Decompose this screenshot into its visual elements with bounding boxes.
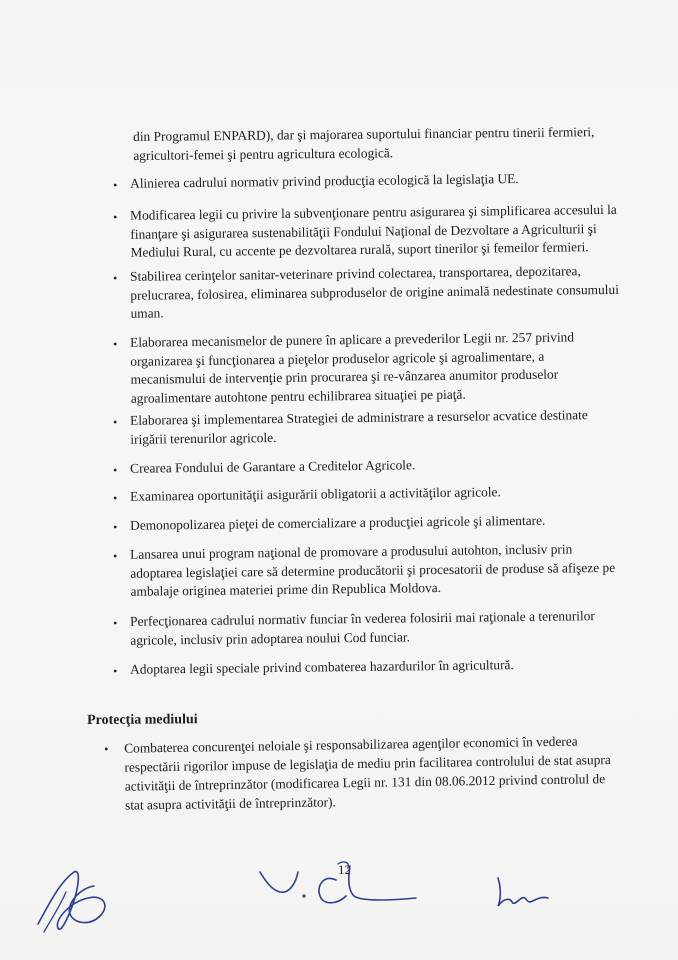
list-item-text: Demonopolizarea pieţei de comercializare a producţiei agricole şi alimentare. xyxy=(130,512,546,533)
continuation-paragraph: din Programul ENPARD), dar şi majorarea suportului financiar pentru tinerii fermieri, agricultori-femei şi pentru agricultura ecologică. xyxy=(133,124,595,163)
bullet-marker: • xyxy=(113,519,118,534)
bullet-marker: • xyxy=(113,663,118,678)
list-item xyxy=(113,607,623,650)
list-item xyxy=(113,655,623,680)
list-item xyxy=(113,169,623,194)
signature-right xyxy=(492,870,562,920)
list-item xyxy=(113,540,624,602)
list-item-text: Combaterea concurenţei neloiale şi responsabilizarea agenţilor economici în vederea respectării rigorilor impuse de legislaţia de mediu prin facilitarea controlului de stat asupra activităţii de întreprinzător (modificarea Legii nr. 131 din 08.06.2012 privind controlul de stat asupra activităţii de întreprinzător). xyxy=(124,733,611,813)
list-item xyxy=(113,406,623,449)
list-item-text: Perfecţionarea cadrului normativ funciar în vederea folosirii mai raţionale a terenurilor agricole, inclusiv prin adoptarea noului Cod funciar. xyxy=(130,608,595,648)
list-item xyxy=(113,454,623,479)
bullet-marker: • xyxy=(113,462,118,477)
list-item-text: Crearea Fondului de Garantare a Creditelor Agricole. xyxy=(130,457,416,476)
bullet-marker: • xyxy=(113,548,118,563)
list-item-text: Elaborarea şi implementarea Strategiei de administrare a resurselor acvatice destinate irigării terenurilor agricole. xyxy=(130,407,588,447)
page-number: 12 xyxy=(338,862,351,877)
list-item xyxy=(113,328,624,408)
list-item-text: Alinierea cadrului normativ privind producţia ecologică la legislaţia UE. xyxy=(130,171,519,191)
list-item xyxy=(104,731,625,815)
signature-left xyxy=(30,862,120,942)
list-item xyxy=(113,201,624,263)
list-item xyxy=(113,262,624,324)
bullet-marker: • xyxy=(113,177,118,192)
list-item-text: Adoptarea legii speciale privind combaterea hazardurilor în agricultură. xyxy=(130,657,514,677)
signatures-area xyxy=(0,850,678,950)
bullet-marker: • xyxy=(113,490,118,505)
list-item-text: Elaborarea mecanismelor de punere în aplicare a prevederilor Legii nr. 257 privind organizarea şi funcţionarea a pieţelor produselor agricole şi agroalimentare, a mecanismului de intervenţie prin procurarea şi re-vânzarea anumitor produselor agroalimentare autohtone pentru echilibrarea situaţiei pe piaţă. xyxy=(130,329,575,406)
list-item-text: Lansarea unui program naţional de promovare a produsului autohton, inclusiv prin adoptarea legislaţiei care să determine producătorii şi procesatorii de produse să afişeze pe ambalaje originea materiei prime din Republica Moldova. xyxy=(130,541,616,599)
bullet-marker: • xyxy=(104,741,109,756)
signature-center xyxy=(254,856,424,916)
list-item xyxy=(113,482,623,507)
list-item xyxy=(113,511,623,536)
bullet-marker: • xyxy=(113,270,118,285)
section-heading: Protecţia mediului xyxy=(87,712,198,728)
bullet-marker: • xyxy=(113,414,118,429)
list-item-text: Stabilirea cerinţelor sanitar-veterinare privind colectarea, transportarea, depozitarea, prelucrarea, folosirea, eliminarea subproduselor de origine animală nedestinate consumului uman. xyxy=(130,263,619,321)
list-item-text: Examinarea oportunităţii asigurării obligatorii a activităţilor agricole. xyxy=(130,484,501,504)
bullet-marker: • xyxy=(113,336,118,351)
bullet-marker: • xyxy=(113,209,118,224)
list-item-text: Modificarea legii cu privire la subvenţionare pentru asigurarea şi simplificarea accesului la finanţare şi asigurarea sustenabilităţii Fondului Naţional de Dezvoltare a Agriculturii şi Mediului Rural, cu accente pe dezvoltarea rurală, suport tinerilor şi femeilor fermieri. xyxy=(130,201,617,260)
bullet-marker: • xyxy=(113,615,118,630)
